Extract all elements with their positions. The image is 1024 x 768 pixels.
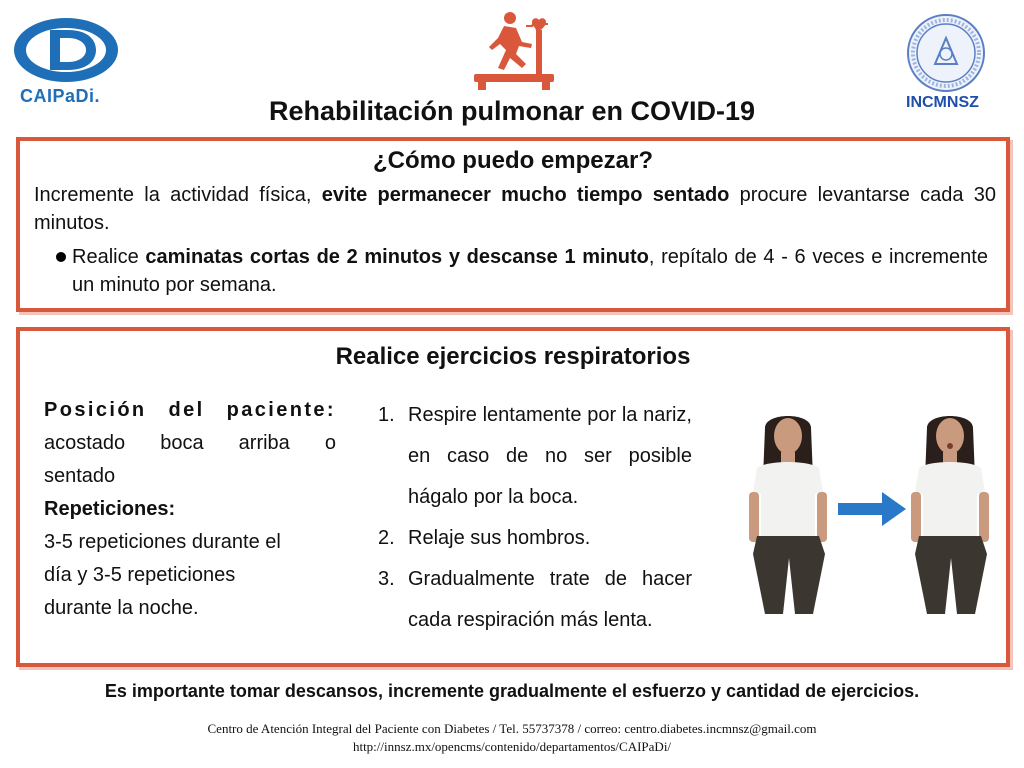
rest-tip: Es importante tomar descansos, incremente gradualmente el esfuerzo y cantidad de ejercicios. (104, 681, 920, 701)
repetitions-text-2: día y 3-5 repeticiones (44, 564, 236, 586)
list-item (372, 518, 692, 559)
page-title: Rehabilitación pulmonar en COVID-19 (268, 96, 756, 126)
step-text: Respire lentamente por la nariz, en caso de no ser posible hágalo por la boca. (408, 404, 692, 508)
caipadi-logo-text: CAIPaDi. (20, 86, 101, 106)
section-how-to-start (16, 137, 1010, 312)
arrow-right-icon (838, 492, 906, 526)
step-number: 2. (378, 527, 395, 549)
footer-url: http://innsz.mx/opencms/contenido/departamentos/CAIPaDi/ (352, 739, 672, 754)
step-number: 3. (378, 568, 395, 590)
activity-text-a: Incremente la actividad física, (34, 184, 322, 206)
walking-text-bold: caminatas cortas de 2 minutos y descanse 1 minuto (145, 246, 649, 268)
bullet-dot (56, 252, 66, 262)
walking-bullet (72, 243, 988, 299)
seated-person-image-before (743, 408, 833, 614)
position-text-2: sentado (44, 465, 116, 487)
incmnsz-seal (905, 12, 987, 94)
treadmill-runner-heart-icon (470, 8, 558, 92)
section-title-breathing: Realice ejercicios respiratorios (335, 343, 691, 370)
activity-text-c: procure levantarse cada 30 minutos. (34, 184, 996, 234)
position-label: Posición del paciente: (44, 399, 336, 421)
breathing-steps-list (372, 395, 692, 641)
activity-paragraph (34, 181, 996, 237)
step-text: Relaje sus hombros. (408, 527, 591, 549)
repetitions-text-3: durante la noche. (44, 597, 199, 619)
section-title-how-to-start: ¿Cómo puedo empezar? (372, 147, 654, 174)
footer-contact: Centro de Atención Integral del Paciente con Diabetes / Tel. 55737378 / correo: centro.diabetes.incmnsz@gmail.com (207, 721, 817, 736)
walking-text-a: Realice (72, 246, 146, 268)
step-number: 1. (378, 404, 395, 426)
list-item (372, 559, 692, 641)
position-text: acostado boca arriba o (44, 432, 336, 454)
walking-text-c: , repítalo de 4 - 6 veces e incremente un minuto por semana. (72, 246, 988, 296)
activity-text-bold: evite permanecer mucho tiempo sentado (321, 184, 730, 206)
seated-person-image-after (905, 408, 995, 614)
step-text: Gradualmente trate de hacer cada respiración más lenta. (408, 568, 692, 631)
repetitions-label: Repeticiones: (44, 498, 176, 520)
repetitions-text-1: 3-5 repeticiones durante el (44, 531, 281, 553)
patient-position-block (44, 394, 336, 625)
list-item (372, 395, 692, 518)
incmnsz-logo-text: INCMNSZ (906, 94, 979, 111)
